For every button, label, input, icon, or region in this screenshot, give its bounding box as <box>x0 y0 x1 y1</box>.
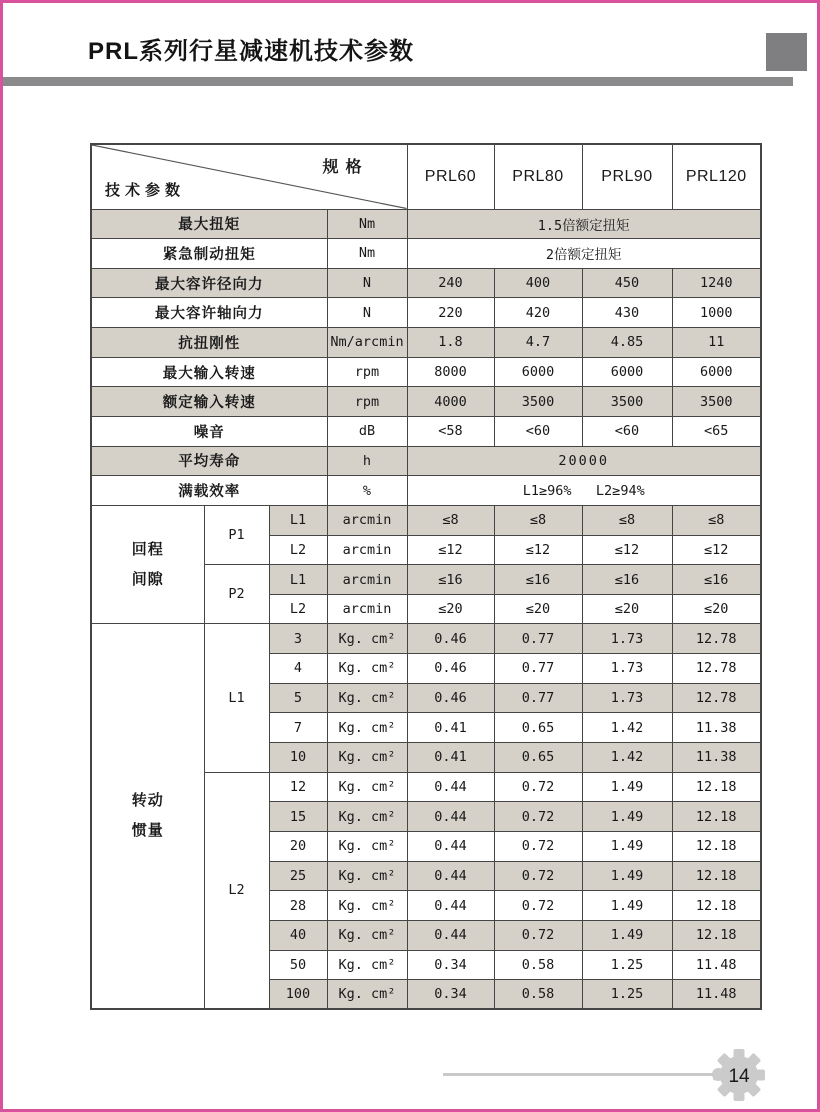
value-cell: 4.7 <box>494 328 582 358</box>
inertia-group-cell <box>91 624 204 1009</box>
ratio-cell: 25 <box>269 861 327 891</box>
level-cell: L2 <box>269 535 327 565</box>
level-cell: L2 <box>269 594 327 624</box>
value-cell: ≤16 <box>407 565 494 595</box>
value-cell: 420 <box>494 298 582 328</box>
model-header-prl90: PRL90 <box>582 144 672 209</box>
table-row <box>91 624 761 654</box>
value-cell: <65 <box>672 416 761 446</box>
grade-cell: P1 <box>204 505 269 564</box>
unit-cell: arcmin <box>327 535 407 565</box>
value-cell: 1.42 <box>582 743 672 773</box>
inertia-label-line2: 惯量 <box>131 822 164 840</box>
unit-cell: Kg. cm² <box>327 624 407 654</box>
table-row <box>91 209 761 239</box>
unit-cell: Kg. cm² <box>327 920 407 950</box>
unit-cell: Kg. cm² <box>327 713 407 743</box>
table-row <box>91 268 761 298</box>
title-underline-bar <box>3 77 793 86</box>
value-cell: 0.46 <box>407 654 494 684</box>
value-cell: 11.48 <box>672 950 761 980</box>
value-cell: 20000 <box>407 446 761 476</box>
unit-cell: rpm <box>327 387 407 417</box>
value-cell: 6000 <box>672 357 761 387</box>
value-cell: 0.77 <box>494 654 582 684</box>
value-cell: 12.18 <box>672 772 761 802</box>
value-cell: 1.73 <box>582 654 672 684</box>
ratio-cell: 4 <box>269 654 327 684</box>
value-cell: 0.58 <box>494 980 582 1010</box>
value-cell: 0.72 <box>494 772 582 802</box>
unit-cell: arcmin <box>327 565 407 595</box>
value-cell: 0.44 <box>407 772 494 802</box>
level-group-cell: L1 <box>204 624 269 772</box>
value-cell: 1.49 <box>582 772 672 802</box>
value-cell: ≤8 <box>582 505 672 535</box>
ratio-cell: 40 <box>269 920 327 950</box>
unit-cell: Kg. cm² <box>327 831 407 861</box>
model-header-prl120: PRL120 <box>672 144 761 209</box>
value-cell: ≤16 <box>582 565 672 595</box>
value-cell: 0.34 <box>407 950 494 980</box>
value-cell: 0.58 <box>494 950 582 980</box>
value-cell: 0.65 <box>494 713 582 743</box>
unit-cell: Nm <box>327 209 407 239</box>
value-cell: <58 <box>407 416 494 446</box>
value-cell: 0.72 <box>494 831 582 861</box>
ratio-cell: 50 <box>269 950 327 980</box>
ratio-cell: 5 <box>269 683 327 713</box>
unit-cell: Kg. cm² <box>327 772 407 802</box>
value-cell: 1240 <box>672 268 761 298</box>
footer-rule <box>443 1073 719 1076</box>
value-cell: 400 <box>494 268 582 298</box>
value-cell: 0.65 <box>494 743 582 773</box>
spec-table <box>90 143 762 1010</box>
value-cell: 4000 <box>407 387 494 417</box>
ratio-cell: 7 <box>269 713 327 743</box>
level-cell: L1 <box>269 565 327 595</box>
value-cell: 1.49 <box>582 861 672 891</box>
value-cell: 1.49 <box>582 920 672 950</box>
value-cell: 1.25 <box>582 980 672 1010</box>
param-cell: 最大输入转速 <box>91 357 327 387</box>
value-cell: ≤20 <box>407 594 494 624</box>
model-header-prl80: PRL80 <box>494 144 582 209</box>
page-number-gear-icon <box>711 1047 767 1103</box>
table-row <box>91 328 761 358</box>
value-cell: 3500 <box>582 387 672 417</box>
value-cell: ≤8 <box>407 505 494 535</box>
corner-spec-label: 规格 <box>322 159 369 176</box>
level-cell: L1 <box>269 505 327 535</box>
param-cell: 噪音 <box>91 416 327 446</box>
backlash-group-cell <box>91 505 204 624</box>
unit-cell: Kg. cm² <box>327 743 407 773</box>
table-row <box>91 476 761 506</box>
value-cell: 3500 <box>672 387 761 417</box>
param-cell: 抗扭刚性 <box>91 328 327 358</box>
value-cell: <60 <box>582 416 672 446</box>
param-cell: 最大容许轴向力 <box>91 298 327 328</box>
value-cell: 12.78 <box>672 624 761 654</box>
value-cell: 0.44 <box>407 802 494 832</box>
value-cell: 12.18 <box>672 802 761 832</box>
value-cell: 0.72 <box>494 891 582 921</box>
value-cell: 0.72 <box>494 920 582 950</box>
table-row <box>91 298 761 328</box>
unit-cell: dB <box>327 416 407 446</box>
value-cell: 11.38 <box>672 713 761 743</box>
inertia-label-line1: 转动 <box>131 792 164 810</box>
unit-cell: Kg. cm² <box>327 654 407 684</box>
unit-cell: h <box>327 446 407 476</box>
value-cell: 12.18 <box>672 831 761 861</box>
table-row <box>91 239 761 269</box>
unit-cell: rpm <box>327 357 407 387</box>
value-cell: 8000 <box>407 357 494 387</box>
param-cell: 最大容许径向力 <box>91 268 327 298</box>
value-cell: 450 <box>582 268 672 298</box>
ratio-cell: 12 <box>269 772 327 802</box>
unit-cell: Nm <box>327 239 407 269</box>
ratio-cell: 15 <box>269 802 327 832</box>
param-cell: 紧急制动扭矩 <box>91 239 327 269</box>
value-cell: 430 <box>582 298 672 328</box>
value-cell: 0.72 <box>494 802 582 832</box>
value-cell: ≤20 <box>494 594 582 624</box>
value-cell: 12.18 <box>672 891 761 921</box>
corner-cell <box>91 144 407 209</box>
value-cell: ≤8 <box>494 505 582 535</box>
value-cell: ≤20 <box>672 594 761 624</box>
ratio-cell: 28 <box>269 891 327 921</box>
unit-cell: Kg. cm² <box>327 950 407 980</box>
unit-cell: N <box>327 268 407 298</box>
value-cell: 0.46 <box>407 683 494 713</box>
value-cell: 1.25 <box>582 950 672 980</box>
param-cell: 平均寿命 <box>91 446 327 476</box>
table-row <box>91 416 761 446</box>
value-cell: 0.34 <box>407 980 494 1010</box>
value-cell: 11.48 <box>672 980 761 1010</box>
table-row <box>91 387 761 417</box>
unit-cell: Kg. cm² <box>327 861 407 891</box>
value-cell: ≤12 <box>407 535 494 565</box>
value-cell: 0.44 <box>407 891 494 921</box>
value-cell: 1.42 <box>582 713 672 743</box>
value-cell: 2倍额定扭矩 <box>407 239 761 269</box>
value-cell: 12.78 <box>672 683 761 713</box>
value-cell: 12.78 <box>672 654 761 684</box>
unit-cell: % <box>327 476 407 506</box>
value-cell: L1≥96% L2≥94% <box>407 476 761 506</box>
unit-cell: Kg. cm² <box>327 980 407 1010</box>
value-cell: ≤12 <box>672 535 761 565</box>
model-header-prl60: PRL60 <box>407 144 494 209</box>
title-accent-block <box>766 33 807 71</box>
ratio-cell: 20 <box>269 831 327 861</box>
unit-cell: Nm/arcmin <box>327 328 407 358</box>
value-cell: 0.44 <box>407 920 494 950</box>
value-cell: 0.44 <box>407 861 494 891</box>
value-cell: 6000 <box>494 357 582 387</box>
value-cell: 4.85 <box>582 328 672 358</box>
table-row <box>91 357 761 387</box>
page-number: 14 <box>728 1066 750 1087</box>
unit-cell: N <box>327 298 407 328</box>
value-cell: 1.5倍额定扭矩 <box>407 209 761 239</box>
value-cell: 1.49 <box>582 802 672 832</box>
param-cell: 满载效率 <box>91 476 327 506</box>
table-row <box>91 446 761 476</box>
value-cell: 0.46 <box>407 624 494 654</box>
value-cell: 240 <box>407 268 494 298</box>
backlash-label-line2: 间隙 <box>131 570 164 588</box>
value-cell: ≤20 <box>582 594 672 624</box>
page-title: PRL系列行星减速机技术参数 <box>88 38 414 65</box>
value-cell: ≤16 <box>672 565 761 595</box>
corner-param-label: 技术参数 <box>105 181 186 199</box>
value-cell: 1.73 <box>582 624 672 654</box>
table-row <box>91 505 761 535</box>
value-cell: <60 <box>494 416 582 446</box>
unit-cell: Kg. cm² <box>327 891 407 921</box>
value-cell: ≤8 <box>672 505 761 535</box>
unit-cell: Kg. cm² <box>327 802 407 832</box>
unit-cell: arcmin <box>327 505 407 535</box>
value-cell: 11.38 <box>672 743 761 773</box>
ratio-cell: 3 <box>269 624 327 654</box>
value-cell: 11 <box>672 328 761 358</box>
table-header-row <box>91 144 761 209</box>
value-cell: 12.18 <box>672 861 761 891</box>
value-cell: 0.72 <box>494 861 582 891</box>
backlash-label-line1: 回程 <box>131 540 164 558</box>
value-cell: 6000 <box>582 357 672 387</box>
value-cell: 0.41 <box>407 743 494 773</box>
unit-cell: Kg. cm² <box>327 683 407 713</box>
value-cell: ≤16 <box>494 565 582 595</box>
value-cell: ≤12 <box>494 535 582 565</box>
ratio-cell: 10 <box>269 743 327 773</box>
value-cell: 1.49 <box>582 891 672 921</box>
value-cell: ≤12 <box>582 535 672 565</box>
ratio-cell: 100 <box>269 980 327 1010</box>
unit-cell: arcmin <box>327 594 407 624</box>
value-cell: 3500 <box>494 387 582 417</box>
grade-cell: P2 <box>204 565 269 624</box>
value-cell: 12.18 <box>672 920 761 950</box>
value-cell: 0.44 <box>407 831 494 861</box>
value-cell: 0.77 <box>494 683 582 713</box>
value-cell: 1.49 <box>582 831 672 861</box>
param-cell: 额定输入转速 <box>91 387 327 417</box>
value-cell: 0.41 <box>407 713 494 743</box>
param-cell: 最大扭矩 <box>91 209 327 239</box>
value-cell: 1000 <box>672 298 761 328</box>
value-cell: 1.8 <box>407 328 494 358</box>
value-cell: 1.73 <box>582 683 672 713</box>
value-cell: 0.77 <box>494 624 582 654</box>
level-group-cell: L2 <box>204 772 269 1009</box>
value-cell: 220 <box>407 298 494 328</box>
